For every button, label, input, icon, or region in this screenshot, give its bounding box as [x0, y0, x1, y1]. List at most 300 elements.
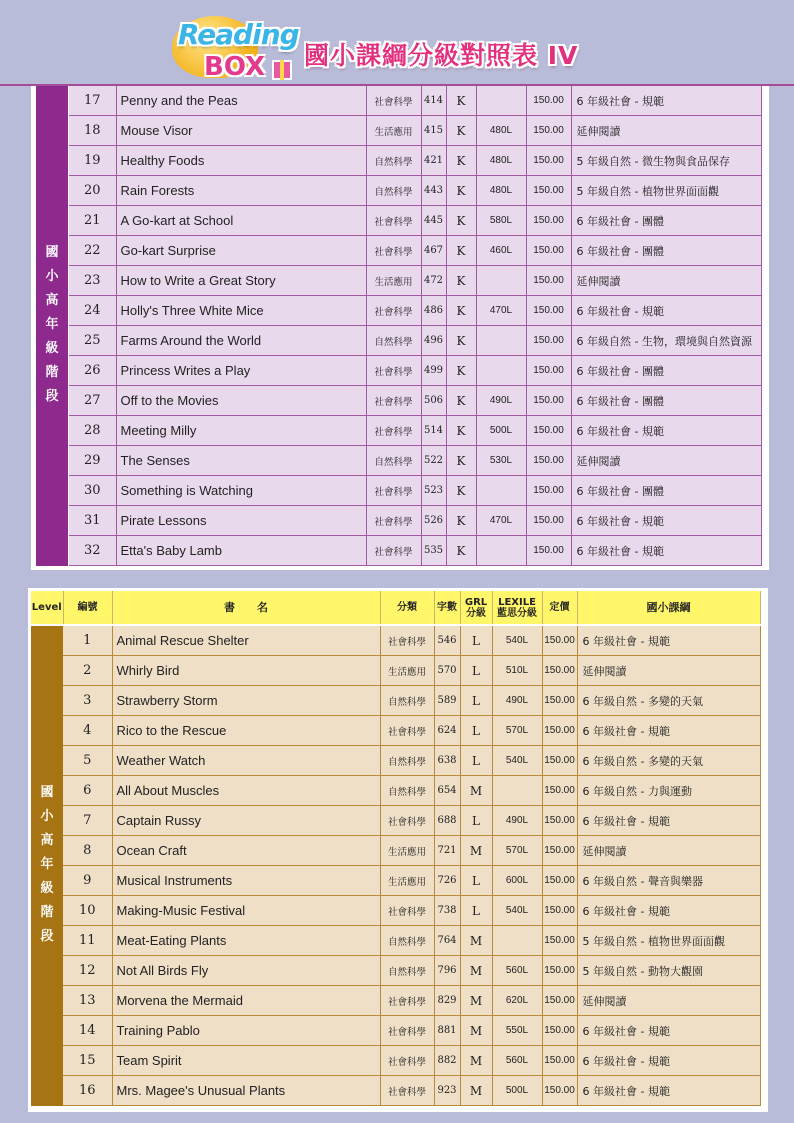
book-title: Morvena the Mermaid — [112, 986, 380, 1016]
book-number: 2 — [63, 656, 112, 686]
book-price: 150.00 — [542, 926, 577, 956]
curriculum-note: 5 年級自然 - 植物世界面面觀 — [571, 176, 761, 206]
book-category: 自然科學 — [366, 446, 421, 476]
book-number: 21 — [69, 206, 116, 236]
book-price: 150.00 — [526, 146, 571, 176]
book-number: 29 — [69, 446, 116, 476]
book-number: 27 — [69, 386, 116, 416]
side-char: 高 — [45, 293, 59, 308]
word-count: 882 — [434, 1046, 460, 1076]
table-row — [69, 236, 761, 266]
book-category: 社會科學 — [366, 86, 421, 116]
book-category: 社會科學 — [380, 806, 434, 836]
section1-panel — [31, 86, 769, 570]
grl-level: K — [446, 86, 476, 116]
side-char: 級 — [45, 341, 59, 356]
table-row — [69, 326, 761, 356]
word-count: 499 — [421, 356, 446, 386]
book-number: 1 — [63, 626, 112, 656]
word-count: 486 — [421, 296, 446, 326]
lexile-level: 540L — [492, 746, 542, 776]
lexile-level: 460L — [476, 236, 526, 266]
table-row — [69, 386, 761, 416]
lexile-level: 490L — [492, 686, 542, 716]
curriculum-note: 6 年級社會 - 規範 — [571, 536, 761, 566]
table-row — [69, 296, 761, 326]
grl-level: K — [446, 296, 476, 326]
side-char: 級 — [40, 881, 54, 896]
book-number: 12 — [63, 956, 112, 986]
word-count: 414 — [421, 86, 446, 116]
book-category: 社會科學 — [366, 476, 421, 506]
curriculum-note: 6 年級自然 - 力與運動 — [577, 776, 760, 806]
page-header — [0, 0, 794, 84]
book-number: 4 — [63, 716, 112, 746]
word-count: 535 — [421, 536, 446, 566]
word-count: 546 — [434, 626, 460, 656]
lexile-level — [492, 776, 542, 806]
lexile-level: 480L — [476, 146, 526, 176]
word-count: 654 — [434, 776, 460, 806]
lexile-level: 570L — [492, 836, 542, 866]
book-number: 7 — [63, 806, 112, 836]
header-category: 分類 — [380, 591, 434, 624]
word-count: 923 — [434, 1076, 460, 1106]
table-row — [69, 116, 761, 146]
book-number: 17 — [69, 86, 116, 116]
side-char: 國 — [45, 245, 59, 260]
book-price: 150.00 — [542, 776, 577, 806]
book-price: 150.00 — [542, 986, 577, 1016]
lexile-level — [492, 926, 542, 956]
book-number: 31 — [69, 506, 116, 536]
reading-box-logo — [170, 12, 298, 84]
header-lexile-line2: 藍思分級 — [497, 607, 537, 619]
book-title: Whirly Bird — [112, 656, 380, 686]
book-price: 150.00 — [526, 356, 571, 386]
table-row — [63, 926, 760, 956]
book-category: 社會科學 — [366, 356, 421, 386]
book-title: Animal Rescue Shelter — [112, 626, 380, 656]
word-count: 506 — [421, 386, 446, 416]
lexile-level: 470L — [476, 506, 526, 536]
table-row — [69, 206, 761, 236]
book-price: 150.00 — [526, 86, 571, 116]
lexile-level: 480L — [476, 176, 526, 206]
book-category: 社會科學 — [380, 896, 434, 926]
grl-level: M — [460, 1046, 492, 1076]
book-category: 生活應用 — [380, 836, 434, 866]
word-count: 522 — [421, 446, 446, 476]
lexile-level: 560L — [492, 956, 542, 986]
lexile-level: 500L — [492, 1076, 542, 1106]
book-number: 9 — [63, 866, 112, 896]
book-price: 150.00 — [542, 956, 577, 986]
book-number: 13 — [63, 986, 112, 1016]
word-count: 764 — [434, 926, 460, 956]
table-row — [63, 1046, 760, 1076]
word-count: 796 — [434, 956, 460, 986]
book-title: Weather Watch — [112, 746, 380, 776]
book-category: 社會科學 — [380, 1046, 434, 1076]
lexile-level — [476, 86, 526, 116]
curriculum-note: 延伸閱讀 — [571, 116, 761, 146]
grl-level: K — [446, 266, 476, 296]
curriculum-note: 6 年級社會 - 規範 — [571, 416, 761, 446]
grl-level: K — [446, 146, 476, 176]
book-category: 社會科學 — [366, 296, 421, 326]
lexile-level: 570L — [492, 716, 542, 746]
table-row — [63, 806, 760, 836]
grl-level: L — [460, 896, 492, 926]
grl-level: K — [446, 536, 476, 566]
book-price: 150.00 — [542, 626, 577, 656]
header-grl — [460, 591, 492, 624]
book-title: Rico to the Rescue — [112, 716, 380, 746]
word-count: 526 — [421, 506, 446, 536]
book-category: 社會科學 — [366, 236, 421, 266]
book-title: Penny and the Peas — [116, 86, 366, 116]
curriculum-note: 6 年級社會 - 規範 — [571, 86, 761, 116]
curriculum-note: 6 年級自然 - 多變的天氣 — [577, 746, 760, 776]
book-price: 150.00 — [542, 1046, 577, 1076]
table-row — [63, 1076, 760, 1106]
book-price: 150.00 — [542, 806, 577, 836]
lexile-level: 470L — [476, 296, 526, 326]
header-title: 書 名 — [112, 591, 380, 624]
grl-level: K — [446, 506, 476, 536]
grl-level: K — [446, 416, 476, 446]
book-title: Off to the Movies — [116, 386, 366, 416]
table-row — [63, 986, 760, 1016]
grl-level: K — [446, 446, 476, 476]
book-number: 24 — [69, 296, 116, 326]
book-category: 生活應用 — [366, 266, 421, 296]
grl-level: K — [446, 116, 476, 146]
book-category: 社會科學 — [366, 386, 421, 416]
lexile-level: 550L — [492, 1016, 542, 1046]
book-category: 生活應用 — [380, 866, 434, 896]
book-number: 30 — [69, 476, 116, 506]
book-number: 32 — [69, 536, 116, 566]
table-row — [69, 536, 761, 566]
lexile-level: 480L — [476, 116, 526, 146]
curriculum-note: 6 年級自然 - 聲音與樂器 — [577, 866, 760, 896]
book-number: 10 — [63, 896, 112, 926]
book-price: 150.00 — [542, 746, 577, 776]
lexile-level: 540L — [492, 896, 542, 926]
header-curriculum: 國小課綱 — [577, 591, 760, 624]
book-title: Rain Forests — [116, 176, 366, 206]
curriculum-note: 6 年級社會 - 規範 — [577, 716, 760, 746]
grl-level: M — [460, 836, 492, 866]
book-title: Musical Instruments — [112, 866, 380, 896]
lexile-level: 500L — [476, 416, 526, 446]
curriculum-note: 5 年級自然 - 動物大觀園 — [577, 956, 760, 986]
book-category: 生活應用 — [366, 116, 421, 146]
grl-level: K — [446, 476, 476, 506]
book-title: Farms Around the World — [116, 326, 366, 356]
word-count: 726 — [434, 866, 460, 896]
book-number: 26 — [69, 356, 116, 386]
grl-level: M — [460, 926, 492, 956]
word-count: 589 — [434, 686, 460, 716]
book-title: Etta's Baby Lamb — [116, 536, 366, 566]
word-count: 829 — [434, 986, 460, 1016]
book-price: 150.00 — [526, 476, 571, 506]
curriculum-note: 延伸閱讀 — [577, 836, 760, 866]
book-category: 社會科學 — [380, 1076, 434, 1106]
book-title: All About Muscles — [112, 776, 380, 806]
table-row — [69, 356, 761, 386]
table-row — [69, 86, 761, 116]
section2-panel — [28, 588, 768, 1112]
grl-level: L — [460, 716, 492, 746]
grl-level: K — [446, 176, 476, 206]
word-count: 638 — [434, 746, 460, 776]
table-row — [63, 626, 760, 656]
table-row — [63, 956, 760, 986]
grl-level: K — [446, 236, 476, 266]
word-count: 738 — [434, 896, 460, 926]
table-row — [63, 716, 760, 746]
lexile-level — [476, 536, 526, 566]
book-title: Not All Birds Fly — [112, 956, 380, 986]
side-char: 段 — [40, 929, 54, 944]
lexile-level: 490L — [492, 806, 542, 836]
word-count: 472 — [421, 266, 446, 296]
book-price: 150.00 — [526, 506, 571, 536]
book-category: 自然科學 — [366, 326, 421, 356]
header-grl-line1: GRL — [464, 596, 488, 608]
curriculum-note: 6 年級社會 - 規範 — [577, 896, 760, 926]
curriculum-note: 6 年級社會 - 團體 — [571, 476, 761, 506]
book-title: A Go-kart at School — [116, 206, 366, 236]
table-row — [69, 476, 761, 506]
curriculum-note: 6 年級社會 - 規範 — [577, 1046, 760, 1076]
book-number: 14 — [63, 1016, 112, 1046]
book-title: Meat-Eating Plants — [112, 926, 380, 956]
book-number: 28 — [69, 416, 116, 446]
book-title: Something is Watching — [116, 476, 366, 506]
side-char: 小 — [40, 809, 54, 824]
word-count: 496 — [421, 326, 446, 356]
book-price: 150.00 — [542, 866, 577, 896]
book-title: Holly's Three White Mice — [116, 296, 366, 326]
book-price: 150.00 — [542, 836, 577, 866]
lexile-level — [476, 476, 526, 506]
table-row — [69, 506, 761, 536]
grl-level: L — [460, 746, 492, 776]
book-price: 150.00 — [526, 266, 571, 296]
book-price: 150.00 — [542, 896, 577, 926]
curriculum-note: 6 年級自然 - 生物，環境與自然資源 — [571, 326, 761, 356]
book-number: 15 — [63, 1046, 112, 1076]
table-row — [69, 446, 761, 476]
lexile-level: 600L — [492, 866, 542, 896]
lexile-level — [476, 356, 526, 386]
book-number: 22 — [69, 236, 116, 266]
section1-level-label — [36, 86, 68, 566]
header-price: 定價 — [542, 591, 577, 624]
table-row — [69, 146, 761, 176]
book-category: 自然科學 — [380, 956, 434, 986]
book-title: Strawberry Storm — [112, 686, 380, 716]
curriculum-note: 6 年級社會 - 團體 — [571, 236, 761, 266]
curriculum-note: 延伸閱讀 — [577, 986, 760, 1016]
book-price: 150.00 — [542, 1016, 577, 1046]
grl-level: L — [460, 656, 492, 686]
book-price: 150.00 — [526, 446, 571, 476]
book-title: Training Pablo — [112, 1016, 380, 1046]
header-words: 字數 — [434, 591, 460, 624]
curriculum-note: 5 年級自然 - 植物世界面面觀 — [577, 926, 760, 956]
book-price: 150.00 — [526, 416, 571, 446]
side-char: 國 — [40, 785, 54, 800]
book-category: 社會科學 — [366, 506, 421, 536]
side-char: 年 — [45, 317, 59, 332]
book-number: 20 — [69, 176, 116, 206]
side-char: 段 — [45, 389, 59, 404]
book-number: 25 — [69, 326, 116, 356]
book-title: Princess Writes a Play — [116, 356, 366, 386]
book-price: 150.00 — [542, 1076, 577, 1106]
book-category: 自然科學 — [380, 926, 434, 956]
book-number: 6 — [63, 776, 112, 806]
side-char: 高 — [40, 833, 54, 848]
book-number: 23 — [69, 266, 116, 296]
book-title: Go-kart Surprise — [116, 236, 366, 266]
table-row — [63, 776, 760, 806]
book-title: Healthy Foods — [116, 146, 366, 176]
table-row — [63, 686, 760, 716]
book-category: 自然科學 — [366, 146, 421, 176]
curriculum-note: 6 年級社會 - 規範 — [577, 806, 760, 836]
logo-reading-text: Reading — [178, 18, 299, 51]
book-price: 150.00 — [526, 176, 571, 206]
word-count: 721 — [434, 836, 460, 866]
book-title: Making-Music Festival — [112, 896, 380, 926]
grl-level: L — [460, 866, 492, 896]
book-title: Ocean Craft — [112, 836, 380, 866]
word-count: 415 — [421, 116, 446, 146]
logo-box-text: BOX — [204, 52, 266, 82]
grl-level: K — [446, 206, 476, 236]
book-price: 150.00 — [526, 116, 571, 146]
word-count: 570 — [434, 656, 460, 686]
grl-level: M — [460, 956, 492, 986]
word-count: 523 — [421, 476, 446, 506]
book-price: 150.00 — [542, 686, 577, 716]
table-row — [69, 176, 761, 206]
table-row — [63, 836, 760, 866]
table-row — [63, 746, 760, 776]
lexile-level: 580L — [476, 206, 526, 236]
grl-level: K — [446, 386, 476, 416]
grl-level: M — [460, 1016, 492, 1046]
book-number: 8 — [63, 836, 112, 866]
book-category: 社會科學 — [380, 986, 434, 1016]
lexile-level: 490L — [476, 386, 526, 416]
grl-level: K — [446, 356, 476, 386]
section1-table — [69, 86, 762, 566]
header-no: 編號 — [63, 591, 112, 624]
curriculum-note: 6 年級社會 - 規範 — [571, 296, 761, 326]
lexile-level: 530L — [476, 446, 526, 476]
book-price: 150.00 — [526, 386, 571, 416]
table-row — [69, 416, 761, 446]
table-row — [63, 656, 760, 686]
book-category: 自然科學 — [380, 746, 434, 776]
side-char: 階 — [45, 365, 59, 380]
curriculum-note: 延伸閱讀 — [571, 446, 761, 476]
side-char: 年 — [40, 857, 54, 872]
lexile-level — [476, 326, 526, 356]
grl-level: M — [460, 776, 492, 806]
book-category: 生活應用 — [380, 656, 434, 686]
book-price: 150.00 — [542, 716, 577, 746]
book-title: Team Spirit — [112, 1046, 380, 1076]
book-category: 社會科學 — [380, 626, 434, 656]
word-count: 688 — [434, 806, 460, 836]
grl-level: L — [460, 626, 492, 656]
page-title: 國小課綱分級對照表 IV — [304, 41, 579, 70]
book-title: Meeting Milly — [116, 416, 366, 446]
book-title: How to Write a Great Story — [116, 266, 366, 296]
book-price: 150.00 — [526, 206, 571, 236]
word-count: 443 — [421, 176, 446, 206]
book-category: 社會科學 — [366, 416, 421, 446]
book-number: 19 — [69, 146, 116, 176]
table-row — [63, 1016, 760, 1046]
curriculum-note: 6 年級社會 - 規範 — [577, 626, 760, 656]
book-price: 150.00 — [526, 326, 571, 356]
curriculum-note: 6 年級社會 - 規範 — [571, 506, 761, 536]
side-char: 小 — [45, 269, 59, 284]
book-category: 自然科學 — [366, 176, 421, 206]
book-price: 150.00 — [526, 236, 571, 266]
curriculum-note: 6 年級社會 - 團體 — [571, 356, 761, 386]
book-title: The Senses — [116, 446, 366, 476]
book-price: 150.00 — [526, 536, 571, 566]
table-row — [63, 866, 760, 896]
book-title: Pirate Lessons — [116, 506, 366, 536]
book-price: 150.00 — [542, 656, 577, 686]
curriculum-note: 6 年級社會 - 規範 — [577, 1076, 760, 1106]
word-count: 881 — [434, 1016, 460, 1046]
word-count: 445 — [421, 206, 446, 236]
curriculum-note: 6 年級自然 - 多變的天氣 — [577, 686, 760, 716]
book-number: 11 — [63, 926, 112, 956]
header-level: Level — [31, 591, 63, 624]
book-category: 自然科學 — [380, 776, 434, 806]
book-category: 社會科學 — [380, 1016, 434, 1046]
grl-level: L — [460, 806, 492, 836]
header-grl-line2: 分級 — [466, 607, 486, 619]
curriculum-note: 6 年級社會 - 規範 — [577, 1016, 760, 1046]
word-count: 514 — [421, 416, 446, 446]
section2-table — [63, 626, 761, 1106]
curriculum-note: 5 年級自然 - 微生物與食品保存 — [571, 146, 761, 176]
book-title: Mouse Visor — [116, 116, 366, 146]
section2-level-label — [31, 626, 63, 1106]
grl-level: M — [460, 1076, 492, 1106]
lexile-level — [476, 266, 526, 296]
grl-level: L — [460, 686, 492, 716]
word-count: 467 — [421, 236, 446, 266]
curriculum-note: 延伸閱讀 — [571, 266, 761, 296]
lexile-level: 540L — [492, 626, 542, 656]
